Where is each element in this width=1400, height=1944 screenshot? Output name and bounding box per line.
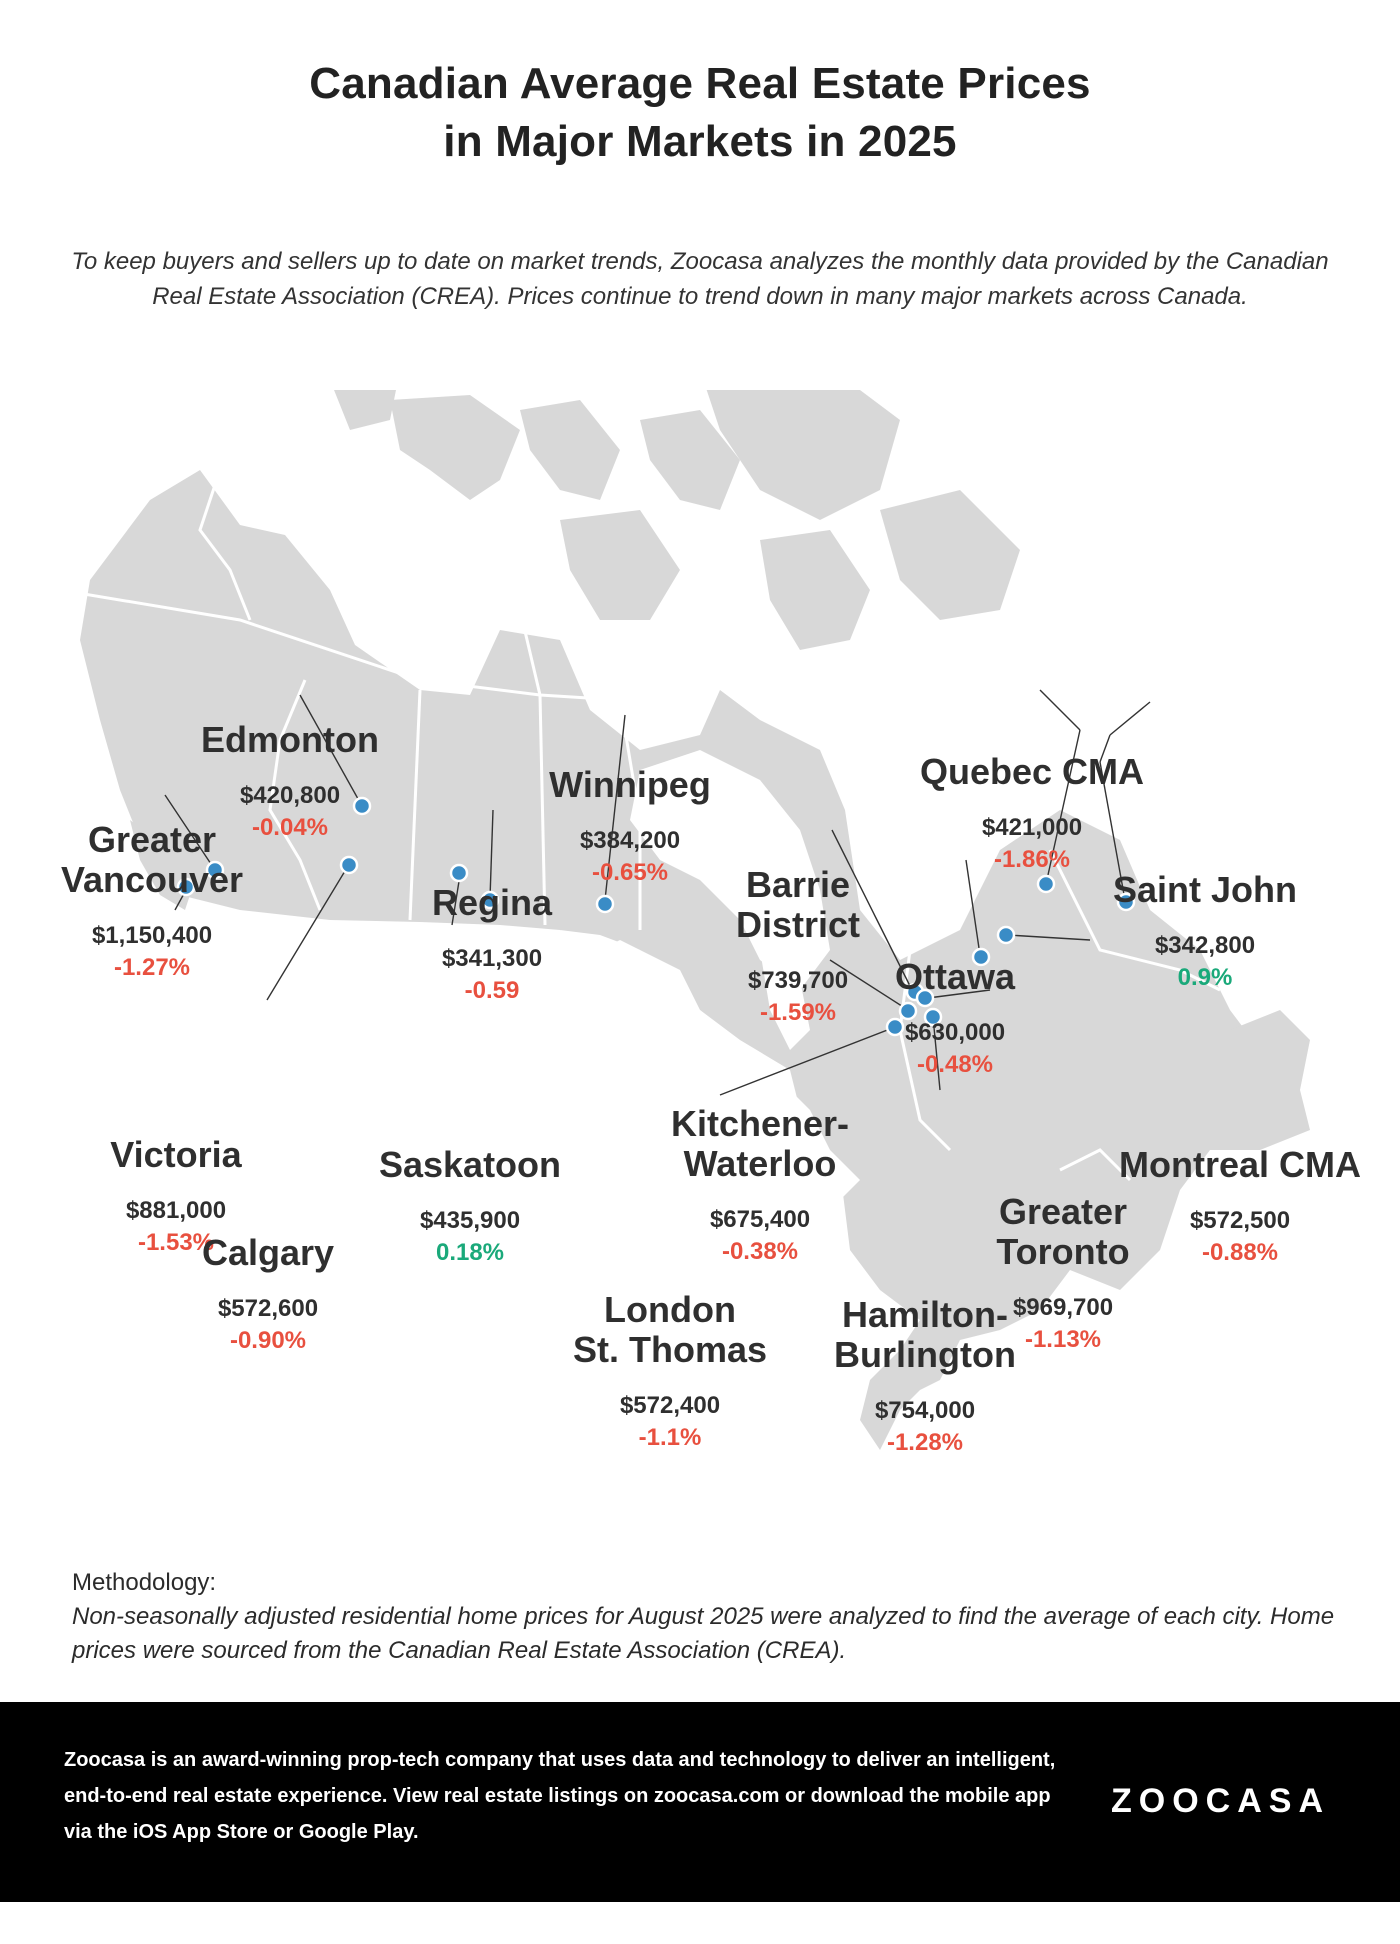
city-name [648,865,948,945]
city-name-line: Greater [87,819,217,860]
city-name [480,765,780,805]
arctic-island-2 [520,400,620,500]
city-price: $739,700 [747,967,849,994]
city-price: $969,700 [1012,1294,1114,1321]
city-price: $881,000 [125,1197,227,1224]
city-change: 0.18% [435,1239,505,1266]
city-change: -1.59% [759,999,837,1026]
city-name-line: Regina [431,882,553,923]
city-name-line: District [735,904,861,945]
city-name-line: Barrie [745,864,851,905]
city-name [775,1295,1075,1375]
methodology-text: Non-seasonally adjusted residential home prices for August 2025 were analyzed to find the average of each city. Home prices were sourced from the Canadian Real Estate Association (CREA). [72,1603,1335,1664]
city-name [140,720,440,760]
city-name-line: London [604,1289,736,1330]
city-label-kitchener-waterloo [610,1104,910,1268]
city-name [26,1135,326,1175]
page-title [0,55,1400,171]
city-price: $420,800 [239,782,341,809]
arctic-island-7 [560,510,680,620]
city-price: $421,000 [981,814,1083,841]
leader-saintjohn-3 [1110,702,1150,735]
city-price: $384,200 [579,827,681,854]
city-change: -0.04% [251,814,329,841]
city-price: $435,900 [419,1207,521,1234]
page-subtitle: To keep buyers and sellers up to date on market trends, Zoocasa analyzes the monthly data provided by the Canadian Real Estate Association (CREA). Prices continue to trend down in many major markets across Canada. [71,248,1329,310]
city-change: 0.9% [1177,964,1233,991]
city-name [342,883,642,923]
city-name-line: Victoria [110,1134,242,1175]
footer-text: Zoocasa is an award-winning prop-tech company that uses data and technology to deliver an intelligent, end-to-end real estate experience. View real estate listings on zoocasa.com or download the mobile app via the iOS App Store or Google Play. [64,1749,1056,1843]
city-price: $754,000 [874,1397,976,1424]
arctic-island-1 [390,395,520,500]
city-change: -0.48% [916,1051,994,1078]
arctic-island-8 [330,390,400,430]
title-line-1: Canadian Average Real Estate Prices [309,59,1091,108]
methodology [72,1566,1342,1668]
city-name-line: Burlington [834,1334,1016,1375]
city-label-saskatoon [320,1145,620,1269]
city-name [610,1104,910,1184]
title-line-2: in Major Markets in 2025 [443,117,957,166]
city-name-line: Saskatoon [378,1144,562,1185]
city-name-line: Edmonton [201,719,379,760]
city-name [1090,1145,1390,1185]
city-name-line: Vancouver [60,859,244,900]
city-change: -1.86% [993,846,1071,873]
city-name-line: Waterloo [683,1143,837,1184]
marker-quebec [1038,876,1054,892]
city-name [913,1192,1213,1272]
city-name-line: Quebec CMA [919,751,1145,792]
city-label-regina [342,883,642,1007]
city-name-line: Toronto [996,1231,1130,1272]
city-change: -0.65% [591,859,669,886]
marker-calgary [341,857,357,873]
city-change: -0.88% [1201,1239,1279,1266]
city-price: $572,600 [217,1295,319,1322]
city-name-line: Greater [998,1191,1128,1232]
city-name [1055,870,1355,910]
city-label-saint-john [1055,870,1355,994]
marker-montreal [998,927,1014,943]
city-change: -0.90% [229,1327,307,1354]
leader-quebec [1040,690,1080,730]
city-name-line: Montreal CMA [1119,1144,1361,1185]
city-price: $342,800 [1154,932,1256,959]
city-price: $572,500 [1189,1207,1291,1234]
city-name [882,752,1182,792]
marker-saskatoon [451,865,467,881]
footer [0,1702,1400,1902]
city-change: -1.27% [113,954,191,981]
city-change: -1.53% [137,1229,215,1256]
city-change: -0.38% [721,1238,799,1265]
city-price: $572,400 [619,1392,721,1419]
city-price: $630,000 [904,1019,1006,1046]
city-name-line: Calgary [201,1232,335,1273]
city-change: -1.28% [886,1429,964,1456]
city-change: -1.1% [638,1424,702,1451]
city-name [2,820,302,900]
city-name-line: Hamilton- [842,1294,1008,1335]
city-name [320,1145,620,1185]
city-name-line: Ottawa [894,956,1016,997]
city-name-line: St. Thomas [572,1329,768,1370]
methodology-heading: Methodology: [72,1569,217,1596]
arctic-island-5 [880,490,1020,620]
city-price: $1,150,400 [91,922,213,949]
city-price: $341,300 [441,945,543,972]
city-name-line: Kitchener- [670,1103,850,1144]
city-change: -0.59 [464,977,520,1004]
city-label-hamilton-burlington [775,1295,1075,1459]
city-name-line: Winnipeg [549,764,711,805]
zoocasa-logo[interactable]: ZOOCASA [1111,1782,1330,1820]
city-change: -1.13% [1024,1326,1102,1353]
canada-map [0,390,1400,1520]
city-price: $675,400 [709,1206,811,1233]
city-name-line: Saint John [1112,869,1297,910]
city-label-greater-vancouver [2,820,302,984]
city-label-quebec-cma [882,752,1182,876]
arctic-island-6 [760,530,870,650]
